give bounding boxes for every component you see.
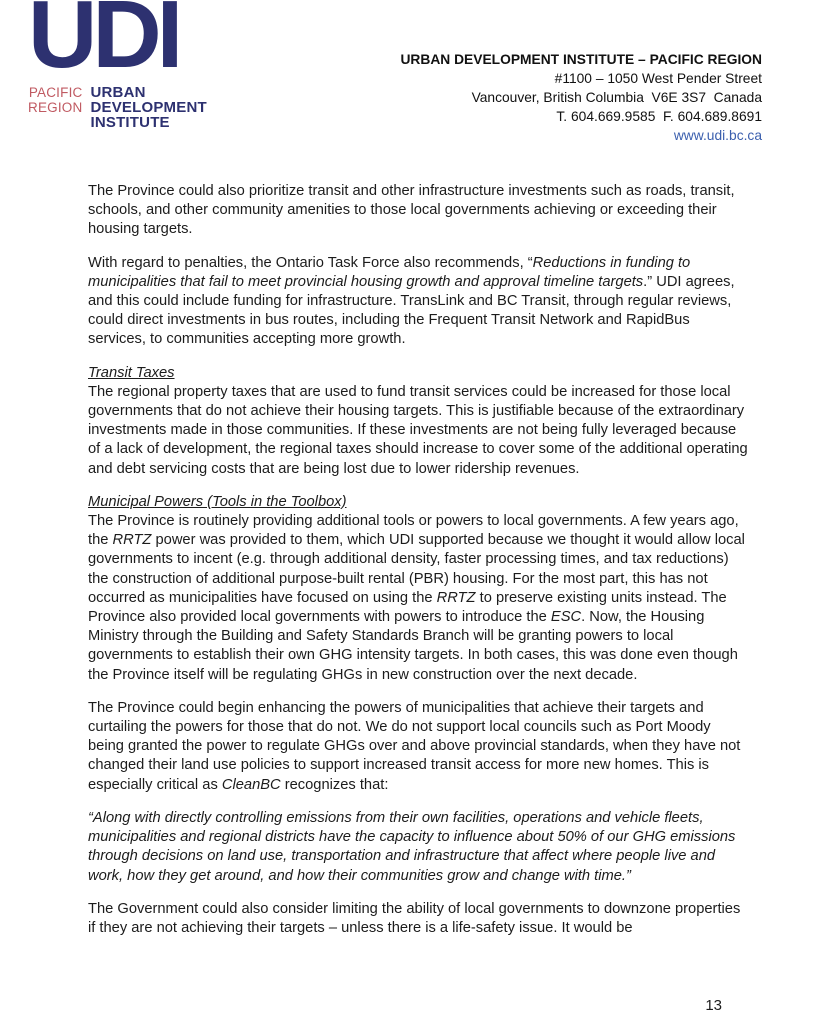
page-number: 13 (705, 997, 722, 1014)
udi-logo (28, 0, 207, 130)
logo-region-line1: PACIFIC (28, 85, 83, 100)
phone-fax-line: T. 604.669.9585 F. 604.689.8691 (556, 109, 762, 124)
text-run: The Province is routinely providing additional tools or powers to local governments. A few years ago, the (88, 513, 739, 549)
paragraph (88, 900, 748, 938)
org-name: URBAN DEVELOPMENT INSTITUTE – PACIFIC REGION (400, 52, 762, 67)
text-run: Municipal Powers (Tools in the Toolbox) (88, 493, 347, 510)
text-run: The regional property taxes that are used to fund transit services could be increased for those local governments that do not achieve their housing targets. This is justifiable because of the extraordinary investments made in those communities. If these investments are not being fully leveraged because of a lack of development, the regional taxes should increase to cover some of the additional operating and debt servicing costs that are being lost due to lower ridership revenues. (88, 383, 748, 477)
text-run: The Province could also prioritize transit and other infrastructure investments such as roads, transit, schools, and other community amenities to those local governments achieving or exceeding their housing targets. (88, 183, 735, 238)
text-run: .” UDI agrees, and this could include funding for infrastructure. TransLink and BC Transit, through regular reviews, could direct investments in bus routes, including the Frequent Transit Network and RapidBus services, to communities accepting more growth. (88, 273, 735, 348)
udi-logo-name (90, 85, 206, 130)
text-run: RRTZ (112, 532, 152, 549)
text-run: The Government could also consider limiting the ability of local governments to downzone properties if they are not achieving their targets – unless there is a life-safety issue. It would be (88, 900, 741, 936)
website-link[interactable]: www.udi.bc.ca (673, 128, 762, 143)
logo-name-line3: INSTITUTE (90, 114, 170, 131)
text-run: . Now, the Housing Ministry through the Building and Safety Standards Branch will be granting powers to local governments to establish their own GHG intensity targets. In both cases, this was done even though the Province itself will be regulating GHGs in new construction over the next decade. (88, 609, 738, 683)
paragraph (88, 512, 748, 685)
paragraph (88, 182, 748, 240)
udi-logo-region (28, 85, 82, 115)
text-run: power was provided to them, which UDI supported because we thought it would allow local governments to incent (e.g. through additional density, faster processing times, and tax reductions) the construction of additional purpose-built rental (PBR) housing. For the most part, this has not occurred as municipalities have focused on using the (88, 532, 745, 606)
section-heading (88, 493, 748, 512)
letterhead-contact-block (400, 50, 762, 145)
text-run: Transit Taxes (88, 364, 175, 381)
text-run: With regard to penalties, the Ontario Task Force also recommends, “ (88, 254, 533, 271)
website-line (400, 126, 762, 145)
logo-name-line1: URBAN (90, 84, 146, 101)
udi-logo-acronym: UDI (28, 0, 179, 88)
paragraph (88, 699, 748, 795)
text-run: recognizes that: (280, 776, 389, 793)
paragraph (88, 383, 748, 479)
logo-name-line2: DEVELOPMENT (90, 99, 207, 116)
section-heading (88, 364, 748, 383)
text-run: CleanBC (221, 776, 281, 793)
text-run: The Province could begin enhancing the powers of municipalities that achieve their targets and curtailing the powers for those that do not. We do not support local councils such as Port Moody being granted the power to regulate GHGs over and above provincial standards, when they have not changed their land use policies to support increased transit access for more new homes. This is especially critical as (88, 699, 741, 793)
document-body (88, 182, 748, 952)
paragraph (88, 254, 748, 350)
logo-region-line2: REGION (28, 100, 83, 115)
text-run: RRTZ (436, 589, 476, 606)
text-run: Reductions in funding to municipalities that fail to meet provincial housing growth and approval timeline targets (88, 254, 691, 290)
city-province-line: Vancouver, British Columbia V6E 3S7 Canada (471, 90, 762, 105)
text-run: to preserve existing units instead. The Province also provided local governments with powers to introduce the (88, 589, 727, 626)
street-address: #1100 – 1050 West Pender Street (554, 71, 762, 86)
text-run: “Along with directly controlling emissions from their own facilities, operations and vehicle fleets, municipalities and regional districts have the capacity to influence about 50% of our GHG emissions through decisions on land use, transportation and infrastructure that affect where people live and work, how they get around, and how their communities grow and change with time.” (88, 809, 736, 884)
text-run: ESC (550, 609, 582, 626)
udi-logo-subtext (28, 85, 207, 130)
block-quote (88, 809, 748, 886)
